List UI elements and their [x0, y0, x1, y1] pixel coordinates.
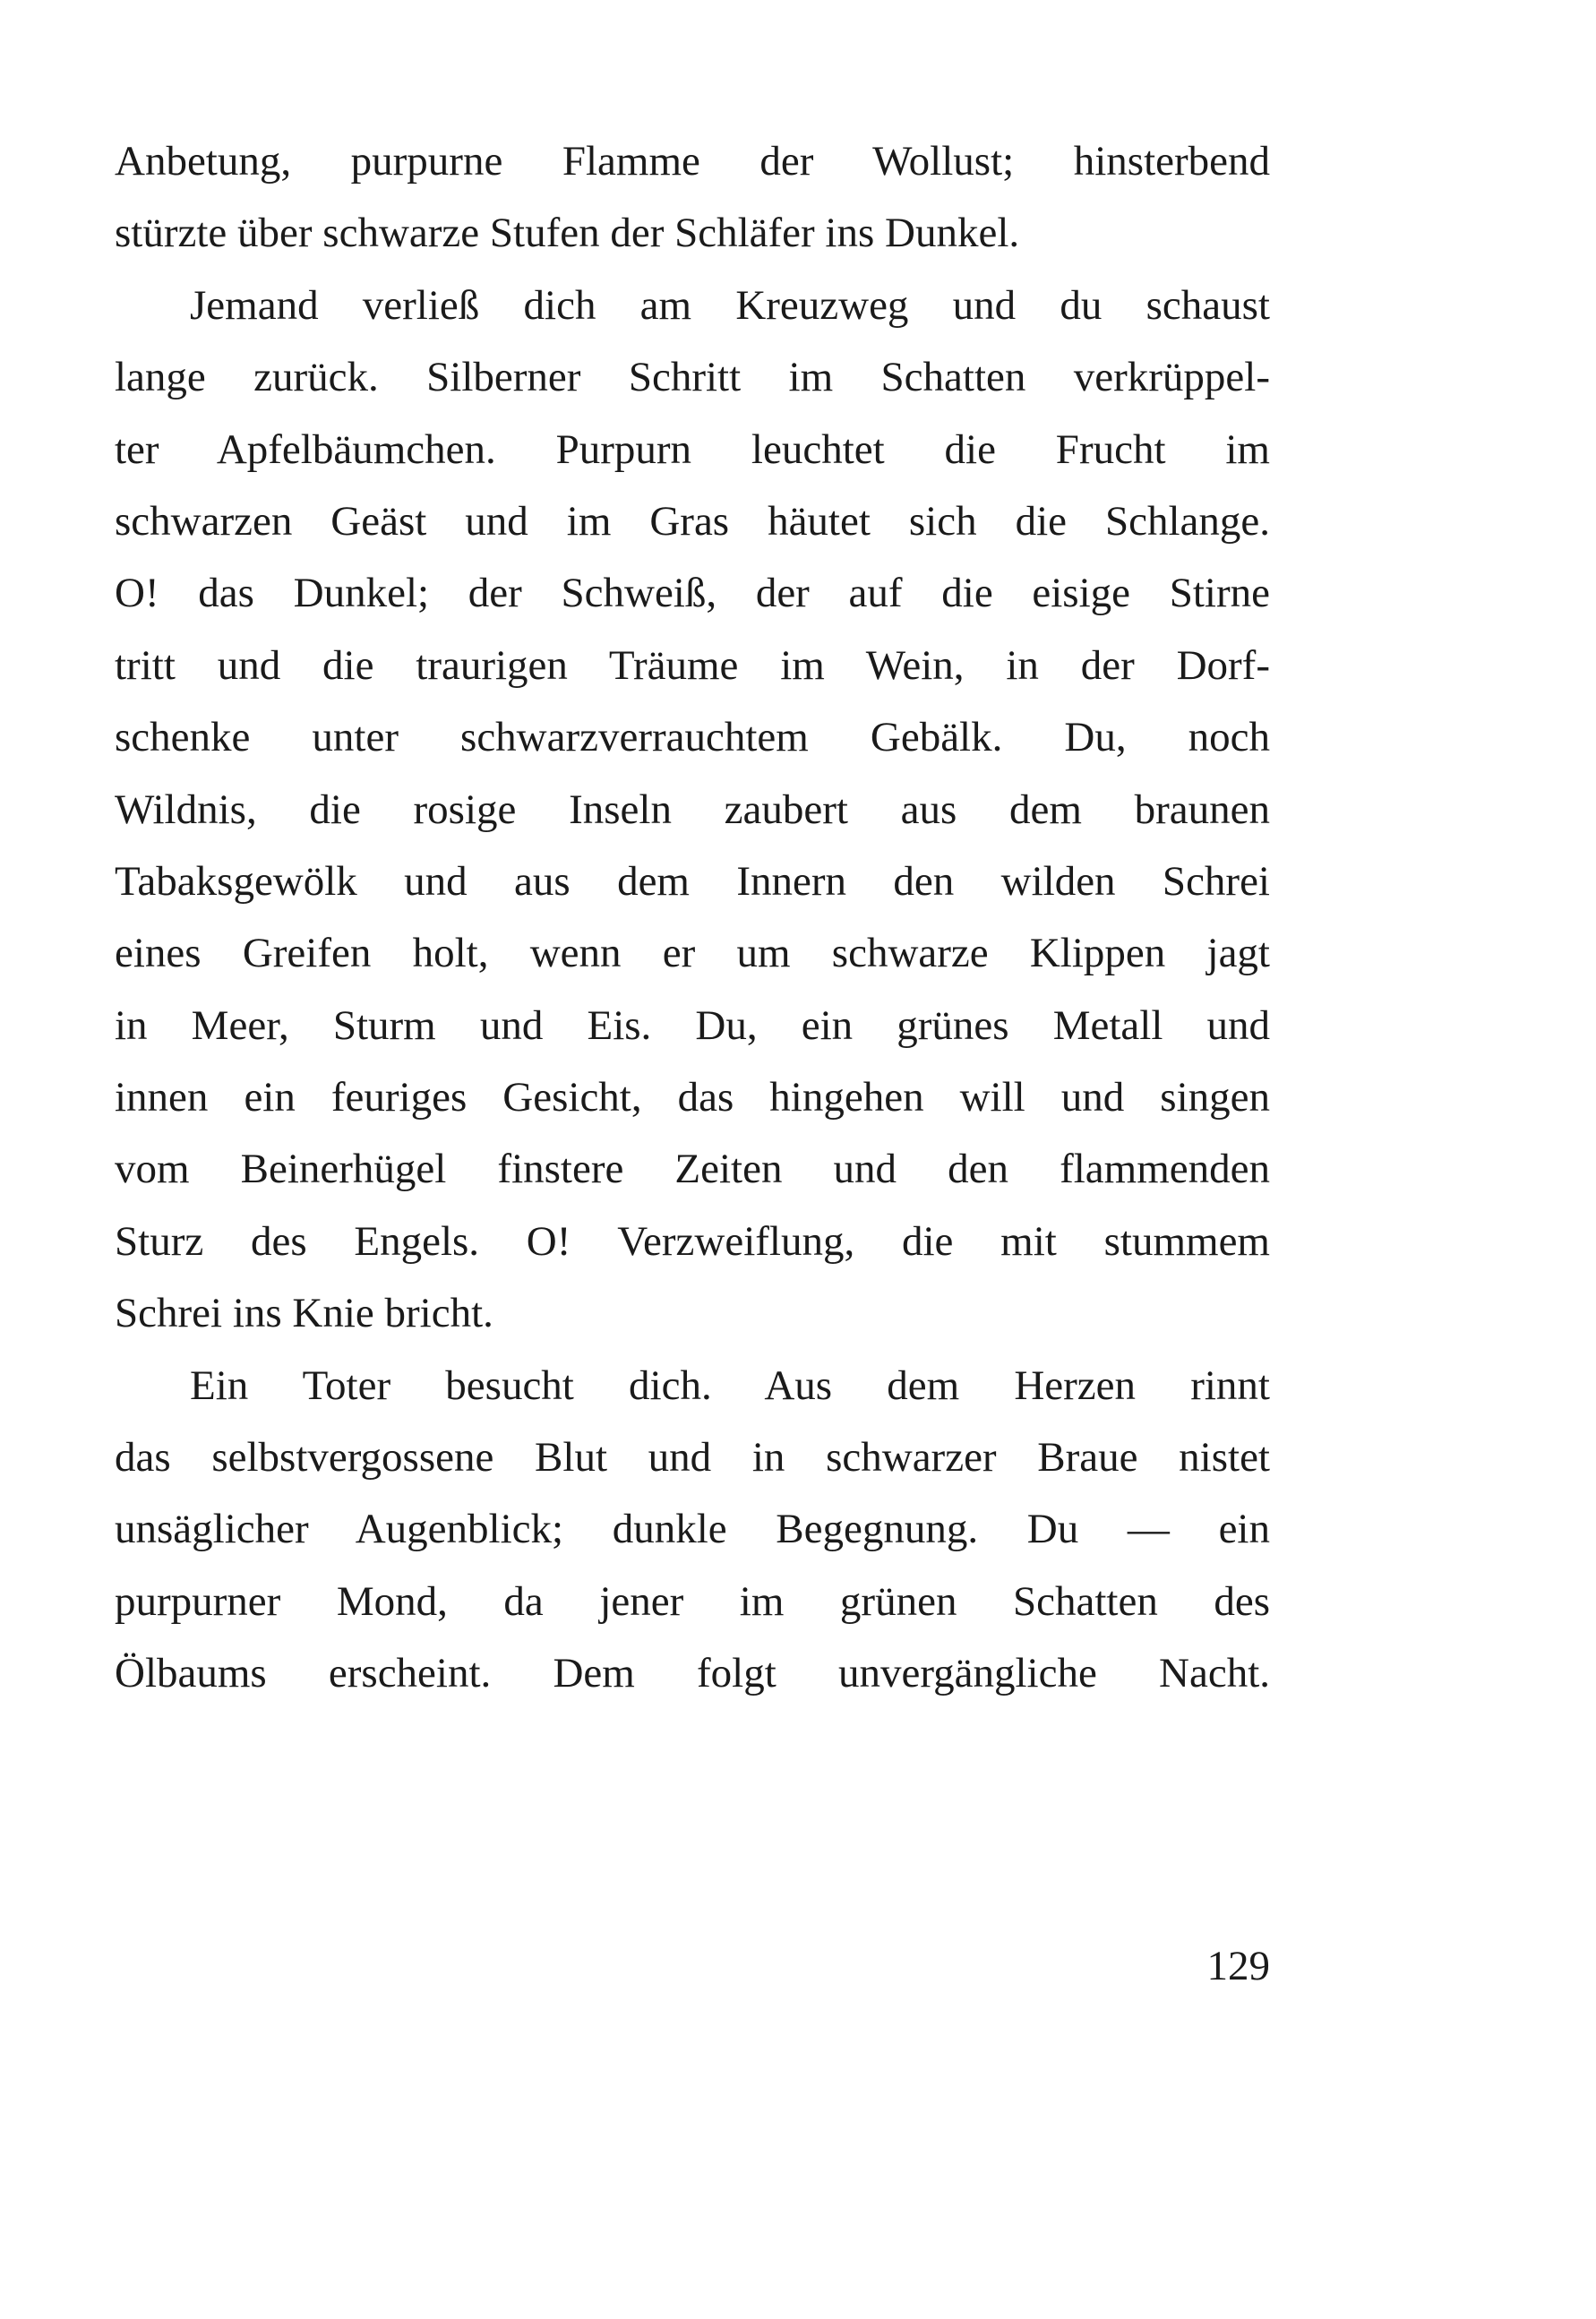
text-line: stürzte über schwarze Stufen der Schläfer ins Dunkel.	[115, 210, 1020, 257]
text-line: Tabaksgewölk und aus dem Innern den wilden Schrei	[115, 857, 1270, 905]
text-line: Jemand verließ dich am Kreuzweg und du schaust	[190, 281, 1270, 329]
text-line: ter Apfelbäumchen. Purpurn leuchtet die Frucht im	[115, 425, 1270, 473]
text-line: Ölbaums erscheint. Dem folgt unvergängliche Nacht.	[115, 1650, 1270, 1697]
text-line: O! das Dunkel; der Schweiß, der auf die eisige Stirne	[115, 570, 1270, 617]
text-line: Schrei ins Knie bricht.	[115, 1290, 493, 1337]
text-line: das selbstvergossene Blut und in schwarzer Braue nistet	[115, 1434, 1270, 1482]
text-line: schwarzen Geäst und im Gras häutet sich die Schlange.	[115, 497, 1270, 545]
paragraph-2	[115, 270, 1270, 1350]
text-line: schenke unter schwarzverrauchtem Gebälk. Du, noch	[115, 714, 1270, 761]
text-line: unsäglicher Augenblick; dunkle Begegnung. Du — ein	[115, 1506, 1270, 1553]
text-line: Anbetung, purpurne Flamme der Wollust; hinsterbend	[115, 138, 1270, 185]
text-line: Ein Toter besucht dich. Aus dem Herzen rinnt	[190, 1361, 1270, 1409]
text-line: purpurner Mond, da jener im grünen Schatten des	[115, 1577, 1270, 1625]
paragraph-3	[115, 1350, 1270, 1710]
page-number: 129	[1206, 1943, 1270, 1989]
text-line: eines Greifen holt, wenn er um schwarze Klippen jagt	[115, 930, 1270, 977]
text-line: in Meer, Sturm und Eis. Du, ein grünes Metall und	[115, 1001, 1270, 1049]
text-line: lange zurück. Silberner Schritt im Schatten verkrüppel-	[115, 354, 1270, 401]
paragraph-1	[115, 125, 1270, 270]
body-text	[115, 125, 1270, 1710]
text-line: innen ein feuriges Gesicht, das hingehen will und singen	[115, 1074, 1270, 1121]
text-line: Wildnis, die rosige Inseln zaubert aus dem braunen	[115, 786, 1270, 833]
text-line: vom Beinerhügel finstere Zeiten und den flammenden	[115, 1146, 1270, 1193]
text-line: Sturz des Engels. O! Verzweiflung, die mit stummem	[115, 1217, 1270, 1265]
text-line: tritt und die traurigen Träume im Wein, in der Dorf-	[115, 641, 1270, 689]
